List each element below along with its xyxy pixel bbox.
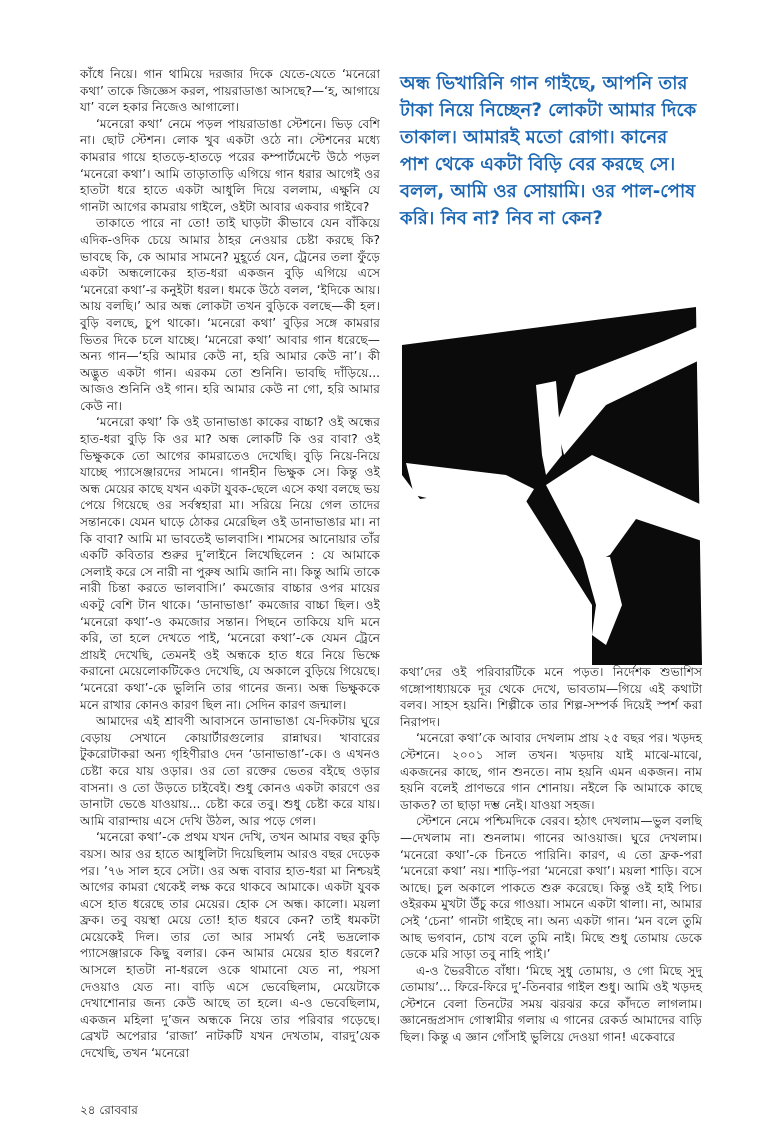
- section-name: রোববার: [99, 1103, 138, 1117]
- page-footer: [80, 1102, 138, 1122]
- body-paragraph: ‘মনেরো কথা’ নেমে পড়ল পায়রাডাঙা স্টেশনে। ভিড় বেশি না। ছোট স্টেশন। লোক খুব একটা ওঠে না। স্টেশনের মধ্যে কামরার গায়ে হাতড়ে-হাতড়ে পরের কম্পার্টমেন্টে উঠে পড়ল ‘মনেরো কথা’। আমি তাড়াতাড়ি এগিয়ে গান ধরার আগেই ওর হাতটা ধরে হাতে একটা আধুলি দিয়ে বললাম, এক্ষুনি যে গানটা আগের কামরায় গাইলে, ওইটা আবার একবার গাইবে?: [80, 116, 380, 214]
- body-paragraph: ‘মনেরো কথা’ কি ওই ডানাভাঙা কাকের বাচ্চা? ওই অন্ধের হাত-ধরা বুড়ি কি ওর মা? অন্ধ লোকটি কি ওর বাবা? ওই ভিক্ষুককে তো আগের কামরাতেও দেখেছি। বুড়ি নিয়ে-নিয়ে যাচ্ছে প্যাসেঞ্জারদের সামনে। গানহীন ভিক্ষুক সে। কিন্তু ওই অন্ধ মেয়ের কাছে যখন একটা যুবক-ছেলে এসে কথা বলছে ভয় পেয়ে গিয়েছে ওর সর্বস্বহারা মা। সরিয়ে নিয়ে গেল তাদের সন্তানকে। যেমন ঘাড়ে ঠোকর মেরেছিল ওই ডানাভাঙার মা। না কি বাবা? আমি মা ভাবতেই ভালবাসি। শামসের আনোয়ার তাঁর একটি কবিতার শুরুর দু’লাইনে লিখেছিলেন : যে আমাকে সেলাই করে সে নারী না পুরুষ আমি জানি না। কিন্তু আমি তাকে নারী চিন্তা করতে ভালবাসি।’ কমজোর বাচ্চার ওপর মায়ের একটু বেশি টান থাকে। ‘ডানাভাঙা’ কমজোর বাচ্চা ছিল। ওই ‘মনেরো কথা’-ও কমজোর সন্তান। পিছনে তাকিয়ে যদি মনে করি, তা হলে দেখতে পাই, ‘মনেরো কথা’-কে যেমন ট্রেনে প্রায়ই দেখেছি, তেমনই ওই অন্ধকে হাত ধরে নিয়ে ভিক্ষে করানো মেয়েলোকটিকেও দেখেছি, যে অকালে বুড়িয়ে গিয়েছে। ‘মনেরো কথা’-কে ভুলিনি তার গানের জন্য। অন্ধ ভিক্ষুককে মনে রাখার কোনও কারণ ছিল না। সেদিন কারণ জন্মাল।: [80, 415, 380, 712]
- page-number: ২৪: [80, 1103, 96, 1117]
- body-paragraph-continued: কথা’দের ওই পরিবারটিকে মনে পড়ত। নির্দেশক শুভাশিস গঙ্গোপাধ্যায়কে দূর থেকে দেখে, ভাবতাম—গিয়ে এই কথাটা বলব। সাহস হয়নি। শিল্পীকে তার শিল্প-সম্পর্ক দিয়েই স্পর্শ করা নিরাপদ।: [400, 665, 702, 729]
- body-paragraph: ‘মনেরো কথা’কে আবার দেখলাম প্রায় ২৫ বছর পর। খড়দহ স্টেশনে। ২০০১ সাল তখন। খড়দায় যাই মাঝে-মাঝে, একজনের কাছে, গান শুনতে। নাম হয়নি এমন একজন। নাম হয়নি বলেই প্রাণভরে গান শোনায়। নইলে কি আমাকে কাছে ডাকত? তা ছাড়া দম্ভ নেই। যাওয়া সহজ।: [400, 731, 702, 812]
- body-paragraph: এ-ও ভৈরবীতে বাঁধা। ‘মিছে সুধু তোমায়, ও গো মিছে সুদু তোমায়’... ফিরে-ফিরে দু’-তিনবার গাইল শুধু। আমি ওই খড়দহ স্টেশনে বেলা তিনটের সময় ঝরঝর করে কাঁদতে লাগলাম। জ্ঞানেন্দ্রপ্রসাদ গোস্বামীর গলায় এ গানের রেকর্ড আমাদের বাড়ি ছিল। কিন্তু এ জ্ঞান গোঁসাই ভুলিয়ে দেওয়া গান! একেবারে: [400, 963, 702, 1045]
- body-paragraph: আমাদের এই শ্রাবণী আবাসনে ডানাভাঙা যে-দিকটায় ঘুরে বেড়ায় সেখানে কোয়ার্টারগুলোর রান্নাঘর। খাবারের টুকরোটাকরা অন্য গৃহিণীরাও দেন ‘ডানাভাঙা’-কে। ও এখনও চেষ্টা করে যায় ওড়ার। ওর তো রক্তের ভেতর বইছে ওড়ার বাসনা। ও তো উড়তে চাইবেই। শুধু কোনও একটা কারণে ওর ডানাটা ভেঙে যাওয়ায়... চেষ্টা করে তবু। শুধু চেষ্টা করে যায়। আমি বারান্দায় এসে দেখি উঠল, আর পড়ে গেল।: [80, 714, 380, 828]
- body-paragraph: স্টেশনে নেমে পশ্চিমদিকে বেরব। হঠাৎ দেখলাম—ভুল বলছি—দেখলাম না। শুনলাম। গানের আওয়াজ। ঘুরে দেখলাম। ‘মনেরো কথা’-কে চিনতে পারিনি। কারণ, এ তো ফ্রক-পরা ‘মনেরো কথা’ নয়। শাড়ি-পরা ‘মনেরো কথা’। ময়লা শাড়ি। বসে আছে। চুল অকালে পাকতে শুরু করেছে। কিন্তু ওই হাই পিচ। ওইরকম মুখটা উঁচু করে গাওয়া। সামনে একটা থালা। না, আমার সেই ‘চেনা’ গানটা গাইছে না। অন্য একটা গান। ‘মন বলে তুমি আছ ভগবান, চোখ বলে তুমি নাই। মিছে শুধু তোমায় ডেকে ডেকে মরি সাড়া তবু নাহি পাই।’: [400, 814, 702, 962]
- body-paragraph: তাকাতে পারে না তো! তাই ঘাড়টা কীভাবে যেন বাঁকিয়ে এদিক-ওদিক চেয়ে আমার ঠাহর নেওয়ার চেষ্টা করছে কি? ভাবছে কি, কে আমার সামনে? মুহূর্তে যেন, ট্রেনের তলা ফুঁড়ে একটা অন্ধলোকের হাত-ধরা একজন বুড়ি এগিয়ে এসে ‘মনেরো কথা’-র কনুইটা ধরল। ধমকে উঠে বলল, ‘ইদিকে আয়। আয় বলছি।’ আর অন্ধ লোকটা তখন বুড়িকে বলছে—কী হল। বুড়ি বলছে, চুপ থাকো। ‘মনেরো কথা’ বুড়ির সঙ্গে কামরার ভিতর দিকে চলে যাচ্ছে। ‘মনেরো কথা’ আবার গান ধরেছে—অন্য গান—‘হরি আমার কেউ না, হরি আমার কেউ না’। কী অদ্ভুত একটা গান। এরকম তো শুনিনি। ভাবছি দাঁড়িয়ে... আজও শুনিনি ওই গান। হরি আমার কেউ না গো, হরি আমার কেউ না।: [80, 216, 380, 413]
- body-paragraph: কাঁধে নিয়ে। গান থামিয়ে দরজার দিকে যেতে-যেতে ‘মনেরো কথা’ তাকে জিজ্ঞেস করল, পায়রাডাঙা আসছে?—‘হ, আগায়ে যা’ বলে হকার নিজেও আগালো।: [80, 67, 380, 115]
- abstract-illustration: [396, 305, 702, 665]
- body-paragraph: ‘মনেরো কথা’-কে প্রথম যখন দেখি, তখন আমার বছর কুড়ি বয়স। আর ওর হাতে আধুলিটা দিয়েছিলাম আরও বছর দেড়েক পর। ’৭৬ সাল হবে সেটা। ওর অন্ধ বাবার হাত-ধরা মা নিশ্চয়ই আগের কামরা থেকেই লক্ষ করে থাকবে আমাকে। একটা যুবক এসে হাত ধরেছে তার মেয়ের। হোক সে অন্ধ। কালো। ময়লা ফ্রক। তবু বয়স্থা মেয়ে তো! হাত ধরবে কেন? তাই ধমকটা মেয়েকেই দিল। তার তো আর সামর্থ্য নেই ভদ্রলোক প্যাসেঞ্জারকে কিছু বলার। কেন আমার মেয়ের হাত ধরলে? আসলে হাতটা না-ধরলে ওকে থামানো যেত না, পয়সা দেওয়াও যেত না। বাড়ি এসে ভেবেছিলাম, মেয়েটাকে দেখাশোনার জন্য কেউ আছে তা হলে। এ-ও ভেবেছিলাম, একজন মহিলা দু’জন অন্ধকে নিয়ে তার পরিবার গড়েছে। ব্রেখট অপেরার ‘রাজা’ নাটকটি যখন দেখতাম, বারদু’য়েক দেখেছি, তখন ‘মনেরো: [80, 830, 380, 1061]
- left-column: [80, 66, 380, 1062]
- right-column: [400, 664, 702, 1046]
- pull-quote: অন্ধ ভিখারিনি গান গাইছে, আপনি তার টাকা নিয়ে নিচ্ছেন? লোকটা আমার দিকে তাকাল। আমারই মতো রোগা। কানের পাশ থেকে একটা বিড়ি বের করছে সে। বলল, আমি ওর সোয়ামি। ওর পাল-পোষ করি। নিব না? নিব না কেন?: [400, 73, 697, 229]
